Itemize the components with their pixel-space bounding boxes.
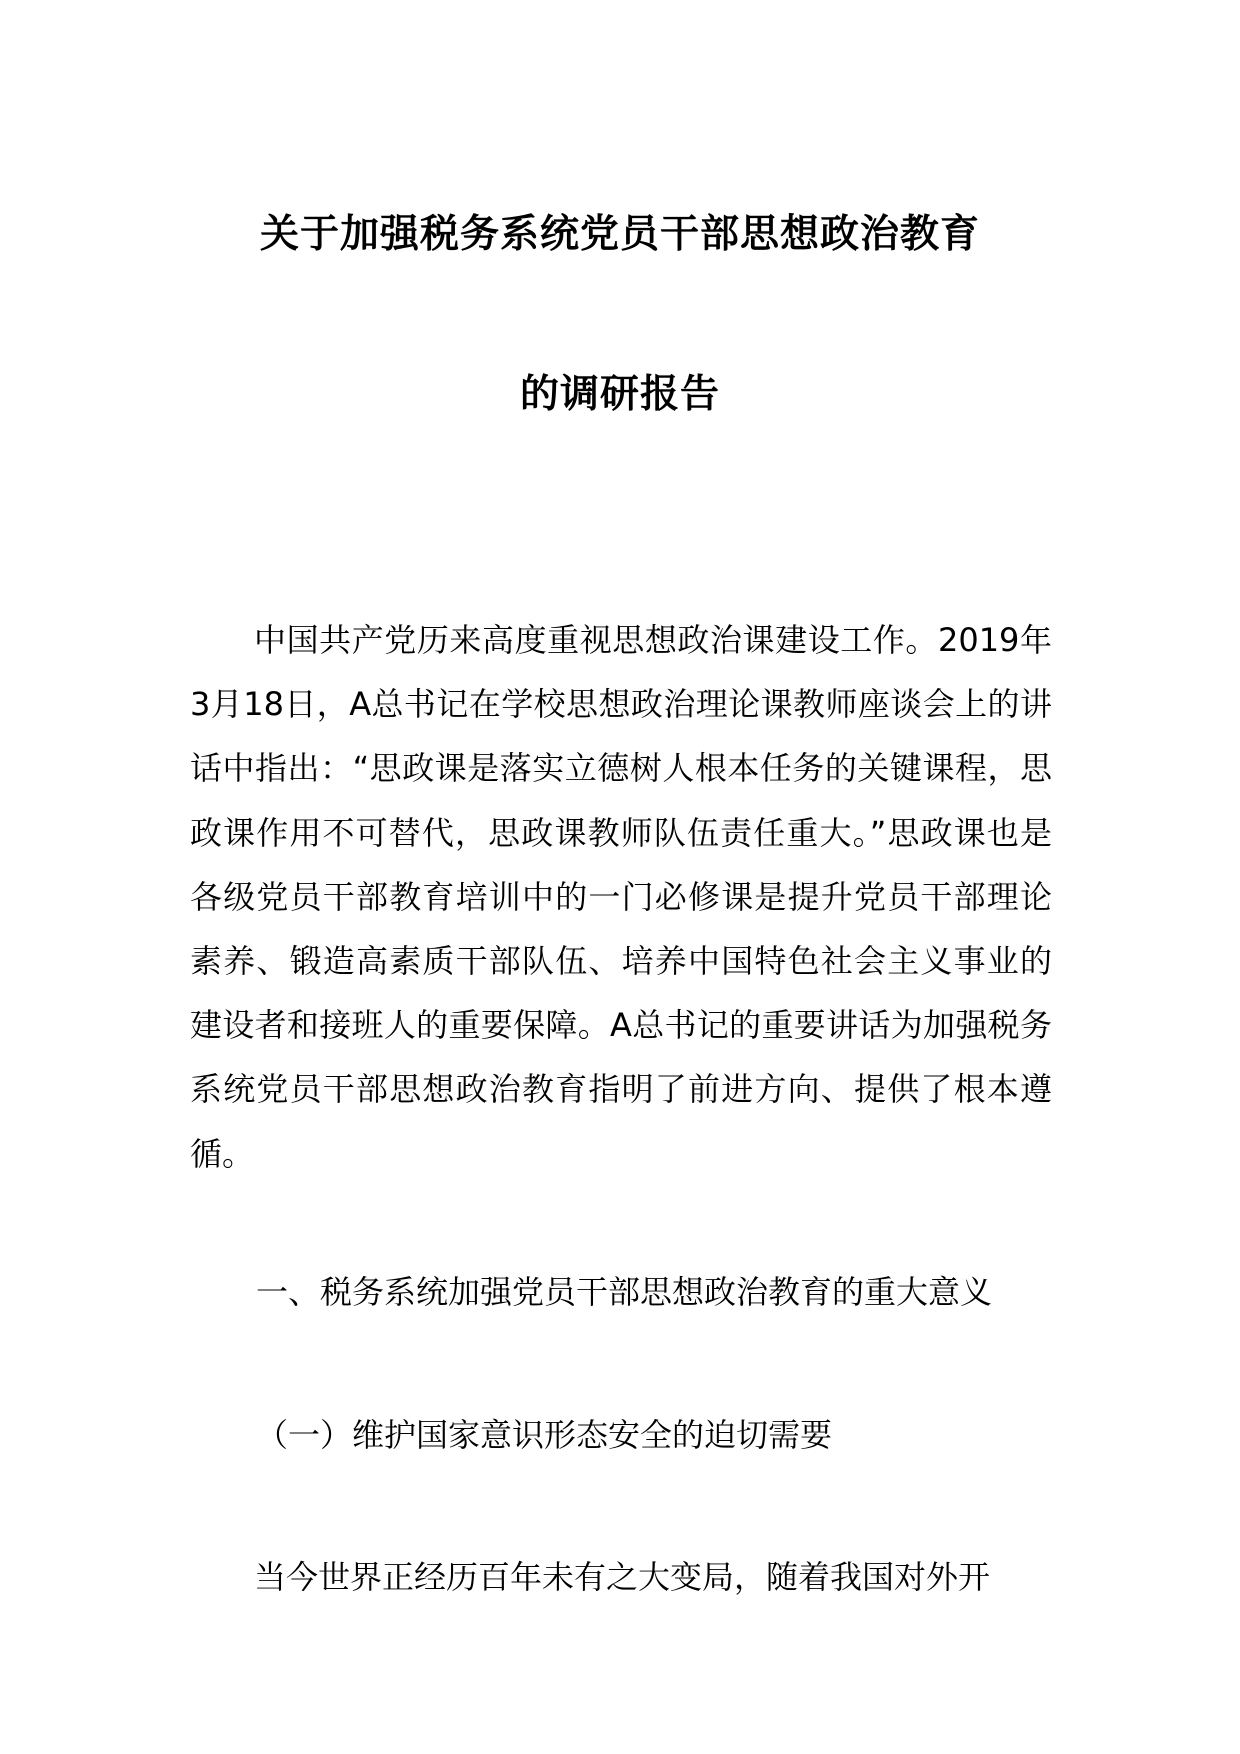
document-title-line-2: 的调研报告 [519, 372, 720, 417]
body-paragraph-2: 当今世界正经历百年未有之大变局，随着我国对外开 [254, 1558, 991, 1596]
intro-paragraph: 中国共产党历来高度重视思想政治课建设工作。2019年3月18日，A总书记在学校思想政治理论课教师座谈会上的讲话中指出：“思政课是落实立德树人根本任务的关键课程，思政课作用不可替代，思政课教师队伍责任重大。”思政课也是各级党员干部教育培训中的一门必修课是提升党员干部理论素养、锻造高素质干部队伍、培养中国特色社会主义事业的建设者和接班人的重要保障。A总书记的重要讲话为加强税务系统党员干部思想政治教育指明了前进方向、提供了根本遵循。 [190, 621, 1052, 1173]
section-heading-1: 一、税务系统加强党员干部思想政治教育的重大意义 [256, 1273, 993, 1311]
subsection-heading-1: （一）维护国家意识形态安全的迫切需要 [256, 1416, 833, 1454]
document-title-line-1: 关于加强税务系统党员干部思想政治教育 [259, 212, 980, 257]
